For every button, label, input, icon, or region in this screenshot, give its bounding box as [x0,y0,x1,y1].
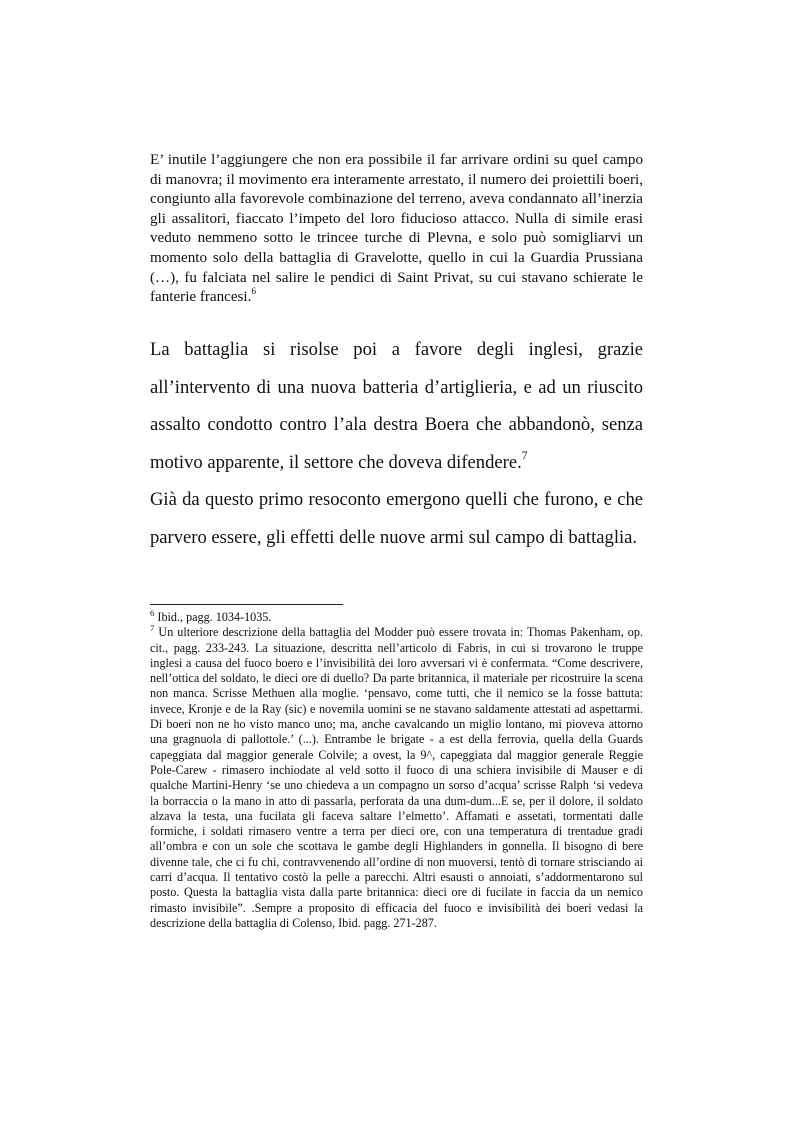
body-paragraph-1-text: La battaglia si risolse poi a favore degli inglesi, grazie all’intervento di una nuova batteria d’artiglieria, e ad un riuscito assalto condotto contro l’ala destra Boera che abbandonò, senza motivo apparente, il settore che doveva difendere. [150,339,643,473]
quote-text: E’ inutile l’aggiungere che non era possibile il far arrivare ordini su quel campo di manovra; il movimento era interamente arrestato, il numero dei proiettili boeri, congiunto alla favorevole combinazione del terreno, aveva condannato all’inerzia gli assalitori, fiaccato l’impeto del loro fiducioso attacco. Nulla di simile erasi veduto nemmeno sotto le trincee turche di Plevna, e solo può somigliarvi un momento solo della battaglia di Gravelotte, quello in cui la Guardia Prussiana (…), fu falciata nel salire le pendici di Saint Privat, su cui stavano schierate le fanterie francesi. [150,152,643,306]
footnote-text: Un ulteriore descrizione della battaglia del Modder può essere trovata in: Thomas Pakenham, op. cit., pagg. 233-243. La situazione, descritta nell’articolo di Fabris, in cui si trovarono le truppe inglesi a causa del fuoco boero e l’invisibilità dei loro avversari vi è confermata. “Come descrivere, nell’ottica del soldato, le dieci ore di duello? Da parte britannica, il materiale per ricostruire la scena non manca. Scrisse Methuen alla moglie. ‘pensavo, come tutti, che il nemico se la fosse battuta: invece, Kronje e de la Ray (sic) e novemila uomini se ne stavano saldamente attestati ad aspettarmi. Di boeri non ne ho visto manco uno; ma, anche cavalcando un miglio lontano, mi pioveva attorno una gragnuola di pallottole.’ (...). Entrambe le brigate - a est della ferrovia, quella della Guards capeggiata dal maggior generale Colvile; a ovest, la 9^, capeggiata dal maggior generale Reggie Pole-Carew - rimasero inchiodate al veld sotto il fuoco di una schiera invisibile di Mauser e di qualche Martini-Henry ‘se uno chiedeva a un compagno un sorso d’acqua’ scrisse Ralph ‘si vedeva la borraccia o la mano in atto di passarla, perforata da una dum-dum...E se, per il dolore, il soldato alzava la testa, una fucilata gli faceva saltare l’elmetto’. Affamati e assetati, tormentati dalle formiche, i soldati rimasero ventre a terra per dieci ore, con una temperatura di trentadue gradi all’ombra e con un sole che scottava le gambe degli Highlanders in gonnella. Il bisogno di bere divenne tale, che ci fu chi, contravvenendo all’ordine di non muoversi, tentò di tornare strisciando ai carri d’acqua. Il tentativo costò la pelle a parecchi. Altri esausti o annoiati, s’addormentarono sul posto. Questa la battaglia vista dalla parte britannica: dieci ore di fucilate in faccia da un nemico rimasto invisibile”. .Sempre a proposito di efficacia del fuoco e invisibilità dei boeri vedasi la descrizione della battaglia di Colenso, Ibid. pagg. 271-287. [150,625,643,930]
footnotes [150,607,643,931]
footnote-6 [150,607,643,625]
footnote-number: 7 [150,623,155,634]
block-quote [150,151,643,308]
quote-paragraph [150,151,643,308]
body-paragraph-2: Già da questo primo resoconto emergono quelli che furono, e che parvero essere, gli effetti delle nuove armi sul campo di battaglia. [150,489,643,548]
footnote-7 [150,625,643,931]
footnote-text: Ibid., pagg. 1034-1035. [157,610,272,624]
footnote-number: 6 [150,607,155,618]
footnote-separator [150,604,343,605]
body-paragraph-1 [150,331,643,481]
footnote-ref-7[interactable]: 7 [521,449,528,462]
footnote-ref-6[interactable]: 6 [251,286,257,297]
body-text [150,331,643,557]
